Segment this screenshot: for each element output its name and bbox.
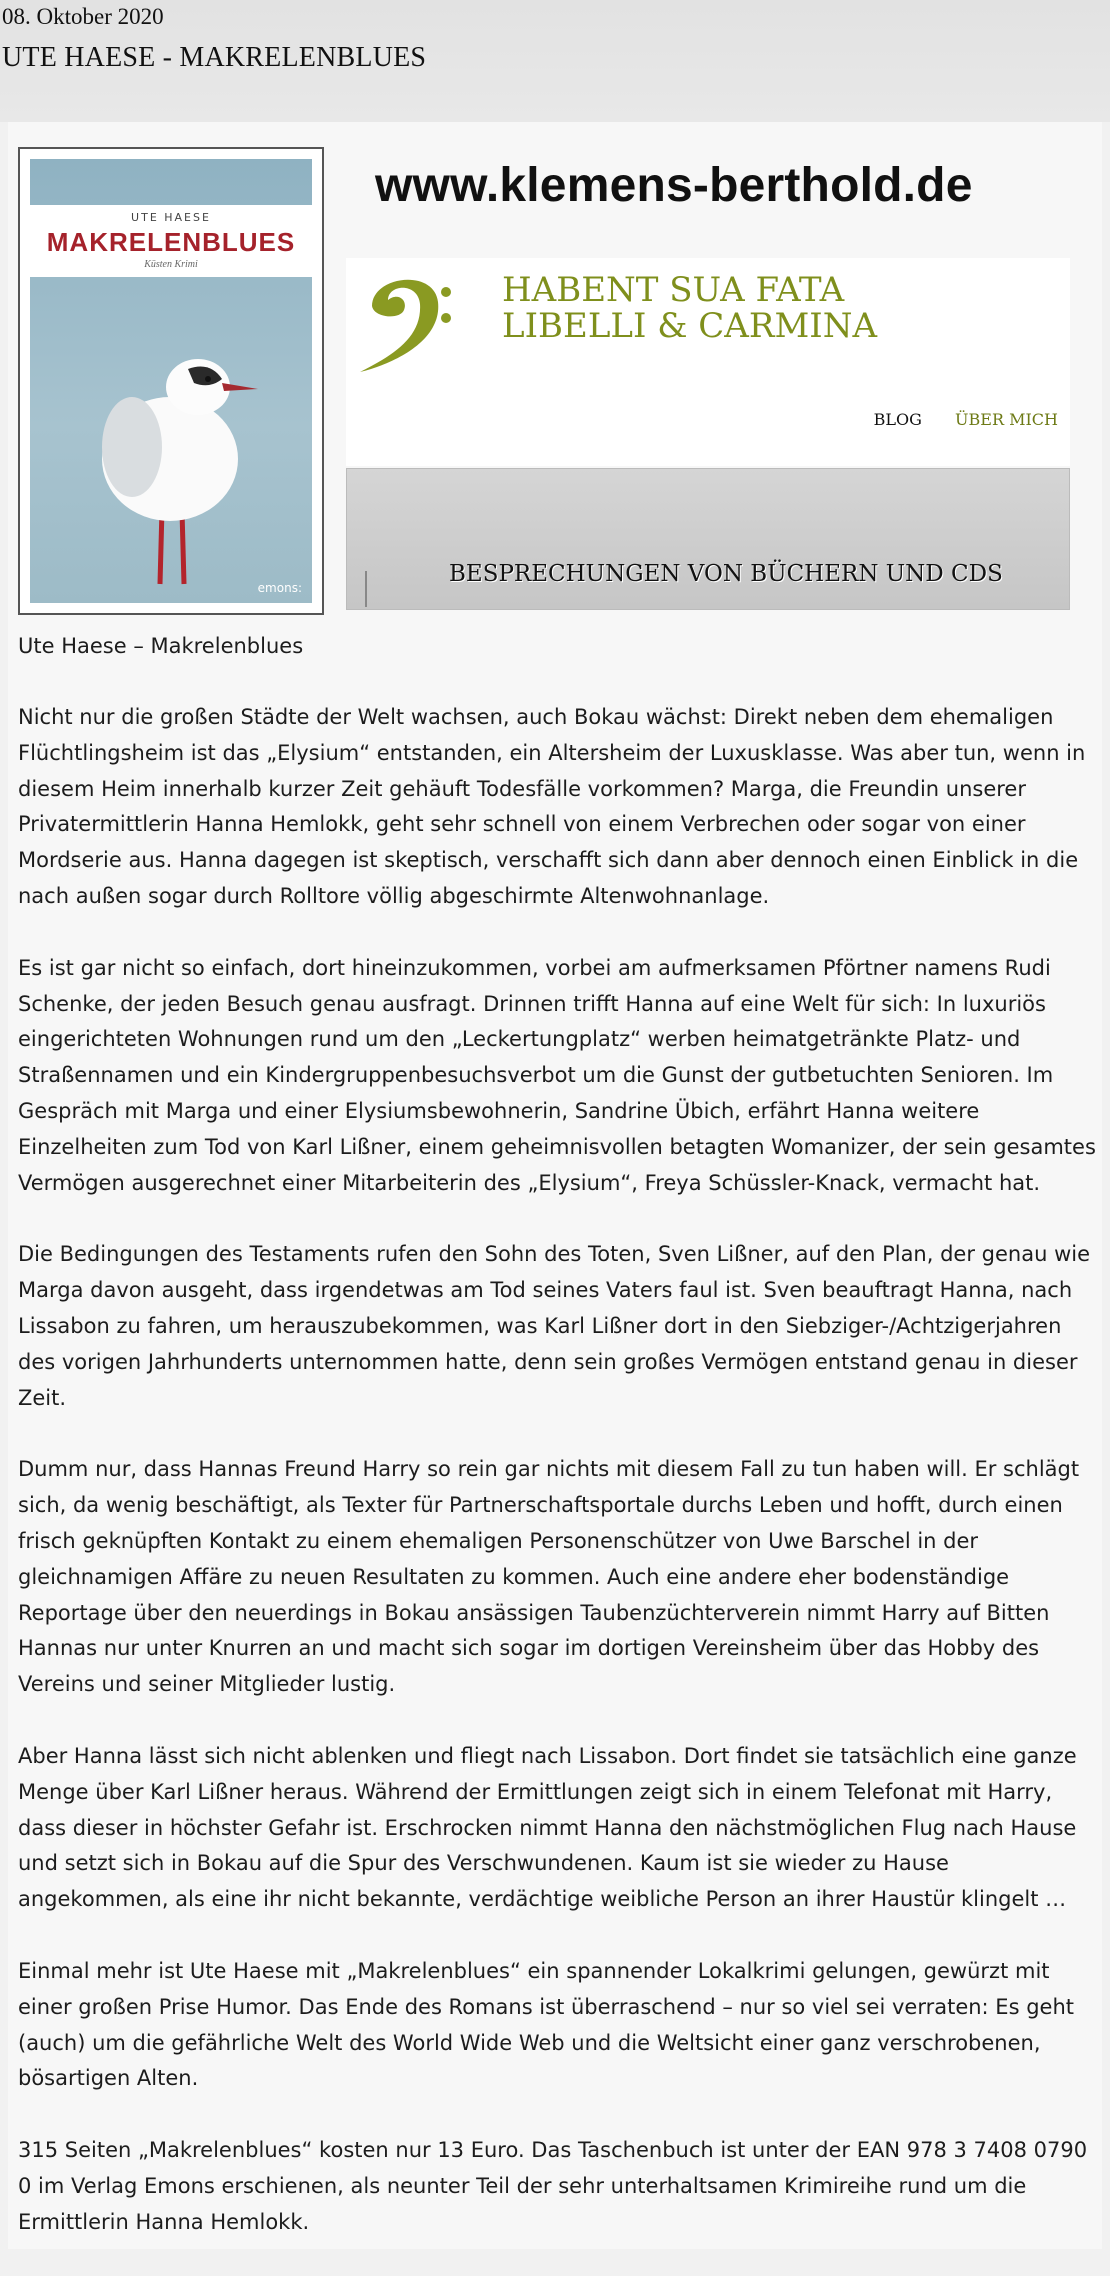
site-banner [346, 468, 1070, 610]
nav-about-link[interactable]: ÜBER MICH [955, 410, 1058, 429]
article-paragraph: Die Bedingungen des Testaments rufen den Sohn des Toten, Sven Lißner, auf den Plan, der genau wie Marga davon ausgeht, dass irgendetwas am Tod seines Vaters faul ist. Sven beauftragt Hanna, nach Lissabon zu fahren, um herauszubekommen, was Karl Lißner dort in den Siebziger-/Achtzigerjahren des vorigen Jahrhunderts unternommen hatte, denn sein großes Vermögen entstand genau in dieser Zeit. [18, 1242, 1090, 1410]
cover-author: UTE HAESE [131, 211, 211, 224]
article-paragraph: Einmal mehr ist Ute Haese mit „Makrelenblues“ ein spannender Lokalkrimi gelungen, gewürzt mit einer großen Prise Humor. Das Ende des Romans ist überraschend – nur so viel sei verraten: Es geht (auch) um die gefährliche Welt des World Wide Web und die Weltsicht einer ganz verschrobenen, bösartigen Alten. [18, 1958, 1074, 2091]
cover-title: MAKRELENBLUES [46, 227, 296, 257]
bass-clef-icon [352, 268, 452, 378]
site-header-screenshot [346, 258, 1070, 466]
cover-publisher-logo: emons: [257, 581, 302, 595]
site-name-line-2: LIBELLI & CARMINA [502, 306, 877, 346]
article-body [18, 700, 1098, 2276]
cover-artwork [30, 159, 312, 603]
site-nav [846, 410, 1058, 429]
article-paragraph: 315 Seiten „Makrelenblues“ kosten nur 13 Euro. Das Taschenbuch ist unter der EAN 978 3 7408 0790 0 im Verlag Emons erschienen, als neunter Teil der sehr unterhaltsamen Krimireihe rund um die Ermittlerin Hanna Hemlokk. [18, 2138, 1088, 2234]
book-cover-image [18, 147, 324, 615]
article-paragraph: Nicht nur die großen Städte der Welt wachsen, auch Bokau wächst: Direkt neben dem ehemaligen Flüchtlingsheim ist das „Elysium“ entstanden, ein Altersheim der Luxusklasse. Was aber tun, wenn in diesem Heim innerhalb kurzer Zeit gehäuft Todesfälle vorkommen? Marga, die Freundin unserer Privatermittlerin Hanna Hemlokk, geht sehr schnell von einem Verbrechen oder sogar von einer Mordserie aus. Hanna dagegen ist skeptisch, verschafft sich dann aber dennoch einen Einblick in die nach außen sogar durch Rolltore völlig abgeschirmte Altenwohnanlage. [18, 705, 1086, 908]
post-date: 08. Oktober 2020 [2, 4, 164, 29]
post-header [0, 0, 1110, 122]
article-paragraph: Es ist gar nicht so einfach, dort hineinzukommen, vorbei am aufmerksamen Pförtner namens Rudi Schenke, der jeden Besuch genau ausfragt. Drinnen trifft Hanna auf eine Welt für sich: In luxuriös eingerichteten Wohnungen rund um den „Leckertungplatz“ werben heimatgetränkte Platz- und Straßennamen und ein Kindergruppenbesuchsverbot um die Gunst der gutbetuchten Senioren. Im Gespräch mit Marga und einer Elysiumsbewohnerin, Sandrine Übich, erfährt Hanna weitere Einzelheiten zum Tod von Karl Lißner, einem geheimnisvollen betagten Womanizer, der sein gesamtes Vermögen ausgerechnet einer Mitarbeiterin des „Elysium“, Freya Schüssler-Knack, vermacht hat. [18, 955, 1096, 1195]
article-paragraph: Aber Hanna lässt sich nicht ablenken und fliegt nach Lissabon. Dort findet sie tatsächlich eine ganze Menge über Karl Lißner heraus. Während der Ermittlungen zeigt sich in einem Telefonat mit Harry, dass dieser in höchster Gefahr ist. Erschrocken nimmt Hanna den nächstmöglichen Flug nach Hause und setzt sich in Bokau auf die Spur des Verschwundenen. Kaum ist sie wieder zu Hause angekommen, als eine ihr nicht bekannte, verdächtige weibliche Person an ihrer Haustür klingelt … [18, 1743, 1077, 1912]
image-caption: Ute Haese – Makrelenblues [18, 634, 304, 658]
banner-text: BESPRECHUNGEN VON BÜCHERN UND CDS [449, 561, 1003, 587]
cover-subtitle: Küsten Krimi [144, 259, 198, 270]
nav-blog-link[interactable]: BLOG [873, 410, 922, 429]
seagull-illustration [70, 339, 290, 589]
site-name-line-1: HABENT SUA FATA [502, 270, 845, 310]
article-paragraph: Dumm nur, dass Hannas Freund Harry so rein gar nichts mit diesem Fall zu tun haben will. Er schlägt sich, da wenig beschäftigt, als Texter für Partnerschaftsportale durchs Leben und hofft, durch einen frisch geknüpften Kontakt zu einem ehemaligen Personenschützer von Uwe Barschel in der gleichnamigen Affäre zu neuen Resultaten zu kommen. Auch eine andere eher bodenständige Reportage über den neuerdings in Bokau ansässigen Taubenzüchterverein nimmt Harry auf Bitten Hannas nur unter Knurren an und macht sich sogar im dortigen Vereinsheim über das Hobby des Vereins und seiner Mitglieder lustig. [18, 1457, 1080, 1697]
post-title: UTE HAESE - MAKRELENBLUES [2, 42, 427, 73]
site-url: www.klemens-berthold.de [375, 159, 973, 212]
site-name [502, 272, 877, 344]
